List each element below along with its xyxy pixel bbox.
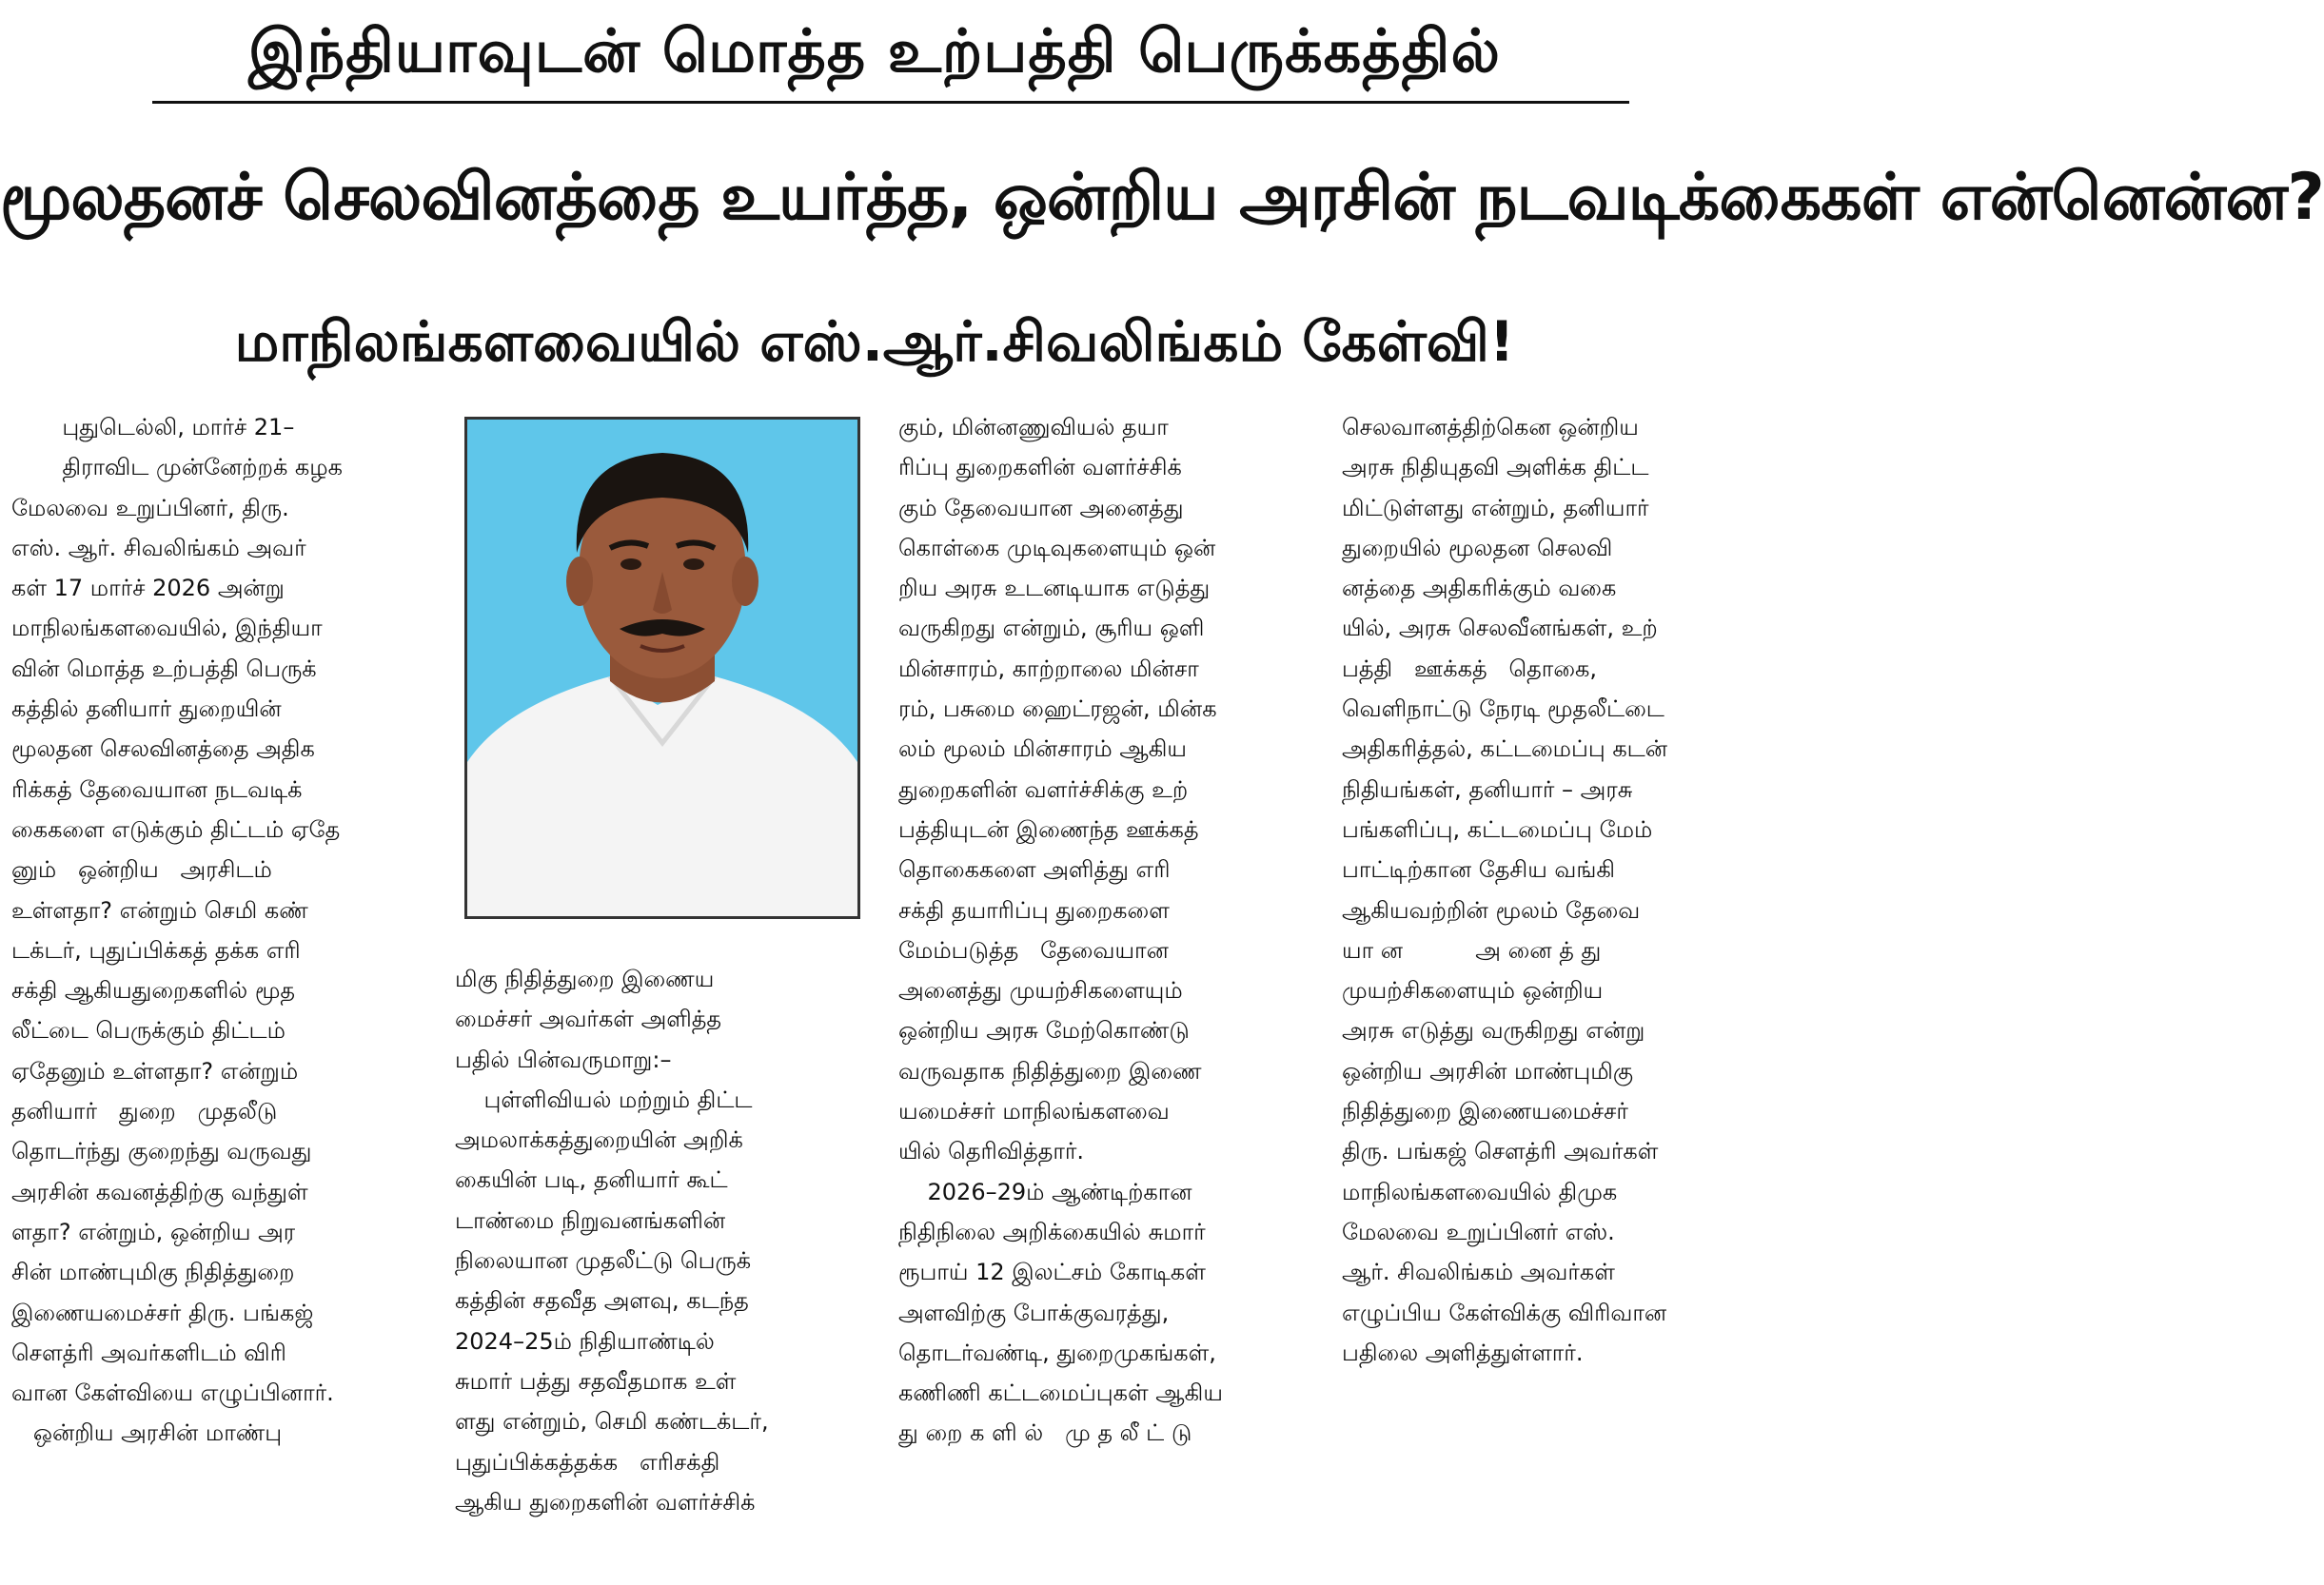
article-line: முயற்சிகளையும் ஒன்றிய [1342,977,1604,1005]
article-line: ஆகிய துறைகளின் வளர்ச்சிக் [455,1488,756,1516]
article-line: அரசு எடுத்து வருகிறது என்று [1342,1017,1645,1045]
article-line: 2024–25ம் நிதியாண்டில் [455,1327,715,1355]
article-line: புதுடெல்லி, மார்ச் 21– [11,414,295,440]
article-line: றிய அரசு உடனடியாக எடுத்து [898,575,1211,602]
article-column-1 [11,407,411,1454]
article-line: அரசின் கவனத்திற்கு வந்துள் [11,1178,308,1205]
article-line: யா ன அ னை த் து [1342,936,1602,964]
article-line: னும் ஒன்றிய அரசிடம் [11,856,272,884]
article-line: நிதிநிலை அறிக்கையில் சுமார் [898,1218,1206,1245]
headline-line-3: மாநிலங்களவையில் எஸ்.ஆர்.சிவலிங்கம் கேள்வி! [234,309,1515,374]
article-line: யில் தெரிவித்தார். [898,1138,1085,1165]
article-line: மேம்படுத்த தேவையான [898,936,1169,964]
article-line: எழுப்பிய கேள்விக்கு விரிவான [1342,1299,1667,1326]
article-line: வான கேள்வியை எழுப்பினார். [11,1380,334,1407]
article-line: கள் 17 மார்ச் 2026 அன்று [11,575,285,602]
article-line: பதிலை அளித்துள்ளார். [1342,1339,1584,1366]
article-line: துறையில் மூலதன செலவி [1342,534,1613,561]
article-line: 2026–29ம் ஆண்டிற்கான [898,1178,1192,1205]
article-line: மிட்டுள்ளது என்றும், தனியார் [1342,494,1649,521]
article-line: லம் மூலம் மின்சாரம் ஆகிய [898,735,1187,763]
article-line: ஒன்றிய அரசு மேற்கொண்டு [898,1017,1190,1045]
article-line: டாண்மை நிறுவனங்களின் [455,1206,726,1234]
article-line: தொடர்ந்து குறைந்து வருவது [11,1138,312,1165]
article-line: ளது என்றும், செமி கண்டக்டர், [455,1408,769,1436]
article-line: ஆர். சிவலிங்கம் அவர்கள் [1342,1259,1615,1286]
article-line: கொள்கை முடிவுகளையும் ஒன் [898,534,1216,561]
article-line: பங்களிப்பு, கட்டமைப்பு மேம் [1342,815,1653,843]
article-column-2 [455,959,855,1522]
article-line: மாநிலங்களவையில், இந்தியா [11,615,323,642]
portrait-illustration [467,420,857,916]
article-column-4 [1342,407,1745,1373]
article-line: அரசு நிதியுதவி அளிக்க திட்ட [1342,454,1649,481]
article-line: பாட்டிற்கான தேசிய வங்கி [1342,856,1616,884]
article-line: அமலாக்கத்துறையின் அறிக் [455,1126,743,1154]
article-line: இணையமைச்சர் திரு. பங்கஜ் [11,1299,314,1326]
article-line: அனைத்து முயற்சிகளையும் [898,977,1183,1005]
article-line: கும் தேவையான அனைத்து [898,494,1184,521]
article-line: மின்சாரம், காற்றாலை மின்சா [898,655,1199,682]
article-line: வருகிறது என்றும், சூரிய ஒளி [898,615,1205,642]
headline-line-1: இந்தியாவுடன் மொத்த உற்பத்தி பெருக்கத்தில் [248,16,1501,86]
article-line: ளதா? என்றும், ஒன்றிய அர [11,1218,296,1245]
article-line: யில், அரசு செலவீனங்கள், உற் [1342,615,1658,642]
headline-line-2: மூலதனச் செலவினத்தை உயர்த்த, ஒன்றிய அரசின் நடவடிக்கைகள் என்னென்ன? [0,160,2324,235]
article-line: கும், மின்னணுவியல் தயா [898,414,1169,440]
article-line: அதிகரித்தல், கட்டமைப்பு கடன் [1342,735,1668,763]
article-line: சின் மாண்புமிகு நிதித்துறை [11,1259,295,1286]
article-line: கையின் படி, தனியார் கூட் [455,1166,728,1194]
article-line: எஸ். ஆர். சிவலிங்கம் அவர் [11,534,306,561]
article-line: வருவதாக நிதித்துறை இணை [898,1057,1202,1085]
article-line: சக்தி தயாரிப்பு துறைகளை [898,896,1170,924]
article-line: னத்தை அதிகரிக்கும் வகை [1342,575,1617,602]
article-line: நிதியங்கள், தனியார் – அரசு [1342,775,1633,803]
article-line: ரிப்பு துறைகளின் வளர்ச்சிக் [898,454,1182,481]
article-line: தொகைகளை அளித்து எரி [898,856,1171,884]
article-line: மைச்சர் அவர்கள் அளித்த [455,1006,722,1033]
article-line: மேலவை உறுப்பினர், திரு. [11,494,289,521]
article-line: பதில் பின்வருமாறு:– [455,1046,672,1073]
article-line: மிகு நிதித்துறை இணைய [455,966,715,992]
article-line: தனியார் துறை முதலீடு [11,1098,278,1125]
article-line: பத்தி ஊக்கத் தொகை, [1342,655,1598,682]
article-line: சக்தி ஆகியதுறைகளில் மூத [11,977,296,1005]
article-line: யமைச்சர் மாநிலங்களவை [898,1098,1170,1125]
article-line: து றை க ளி ல் மு த லீ ட் டு [898,1419,1192,1447]
article-line: ரூபாய் 12 இலட்சம் கோடிகள் [898,1259,1206,1286]
article-line: டக்டர், புதுப்பிக்கத் தக்க எரி [11,936,301,964]
article-line: புள்ளிவியல் மற்றும் திட்ட [455,1086,753,1113]
article-line: வெளிநாட்டு நேரடி மூதலீட்டை [1342,695,1664,723]
article-line: கத்தில் தனியார் துறையின் [11,695,282,723]
article-line: திரு. பங்கஜ் சௌத்ரி அவர்கள் [1342,1138,1659,1165]
article-line: உள்ளதா? என்றும் செமி கண் [11,896,308,924]
article-line: சௌத்ரி அவர்களிடம் விரி [11,1339,286,1366]
article-line: தொடர்வண்டி, துறைமுகங்கள், [898,1339,1216,1366]
article-line: செலவானத்திற்கென ஒன்றிய [1342,414,1639,440]
article-line: வின் மொத்த உற்பத்தி பெருக் [11,655,317,682]
article-line: சுமார் பத்து சதவீதமாக உள் [455,1367,737,1395]
article-line: ஒன்றிய அரசின் மாண்புமிகு [1342,1057,1634,1085]
article-line: நிலையான முதலீட்டு பெருக் [455,1247,752,1275]
article-line: ஏதேனும் உள்ளதா? என்றும் [11,1057,299,1085]
article-line: புதுப்பிக்கத்தக்க எரிசக்தி [455,1448,720,1476]
article-line: கணிணி கட்டமைப்புகள் ஆகிய [898,1380,1223,1407]
article-line: லீட்டை பெருக்கும் திட்டம் [11,1017,286,1045]
article-line: மேலவை உறுப்பினர் எஸ். [1342,1218,1615,1245]
article-line: ரிக்கத் தேவையான நடவடிக் [11,775,303,803]
headline-underline [152,101,1629,104]
article-column-3 [898,407,1298,1454]
article-line: ஆகியவற்றின் மூலம் தேவை [1342,896,1641,924]
article-line: மூலதன செலவினத்தை அதிக [11,735,315,763]
article-line: கைகளை எடுக்கும் திட்டம் ஏதே [11,815,341,843]
article-line: நிதித்துறை இணையமைச்சர் [1342,1098,1628,1125]
article-line: திராவிட முன்னேற்றக் கழக [11,454,343,481]
article-line: துறைகளின் வளர்ச்சிக்கு உற் [898,775,1189,803]
article-line: ஒன்றிய அரசின் மாண்பு [11,1419,283,1447]
article-line: கத்தின் சதவீத அளவு, கடந்த [455,1287,749,1315]
article-line: அளவிற்கு போக்குவரத்து, [898,1299,1170,1326]
article-line: ரம், பசுமை ஹைட்ரஜன், மின்க [898,695,1217,723]
article-line: மாநிலங்களவையில் திமுக [1342,1178,1618,1205]
portrait-photo [464,417,860,919]
article-line: பத்தியுடன் இணைந்த ஊக்கத் [898,815,1199,843]
